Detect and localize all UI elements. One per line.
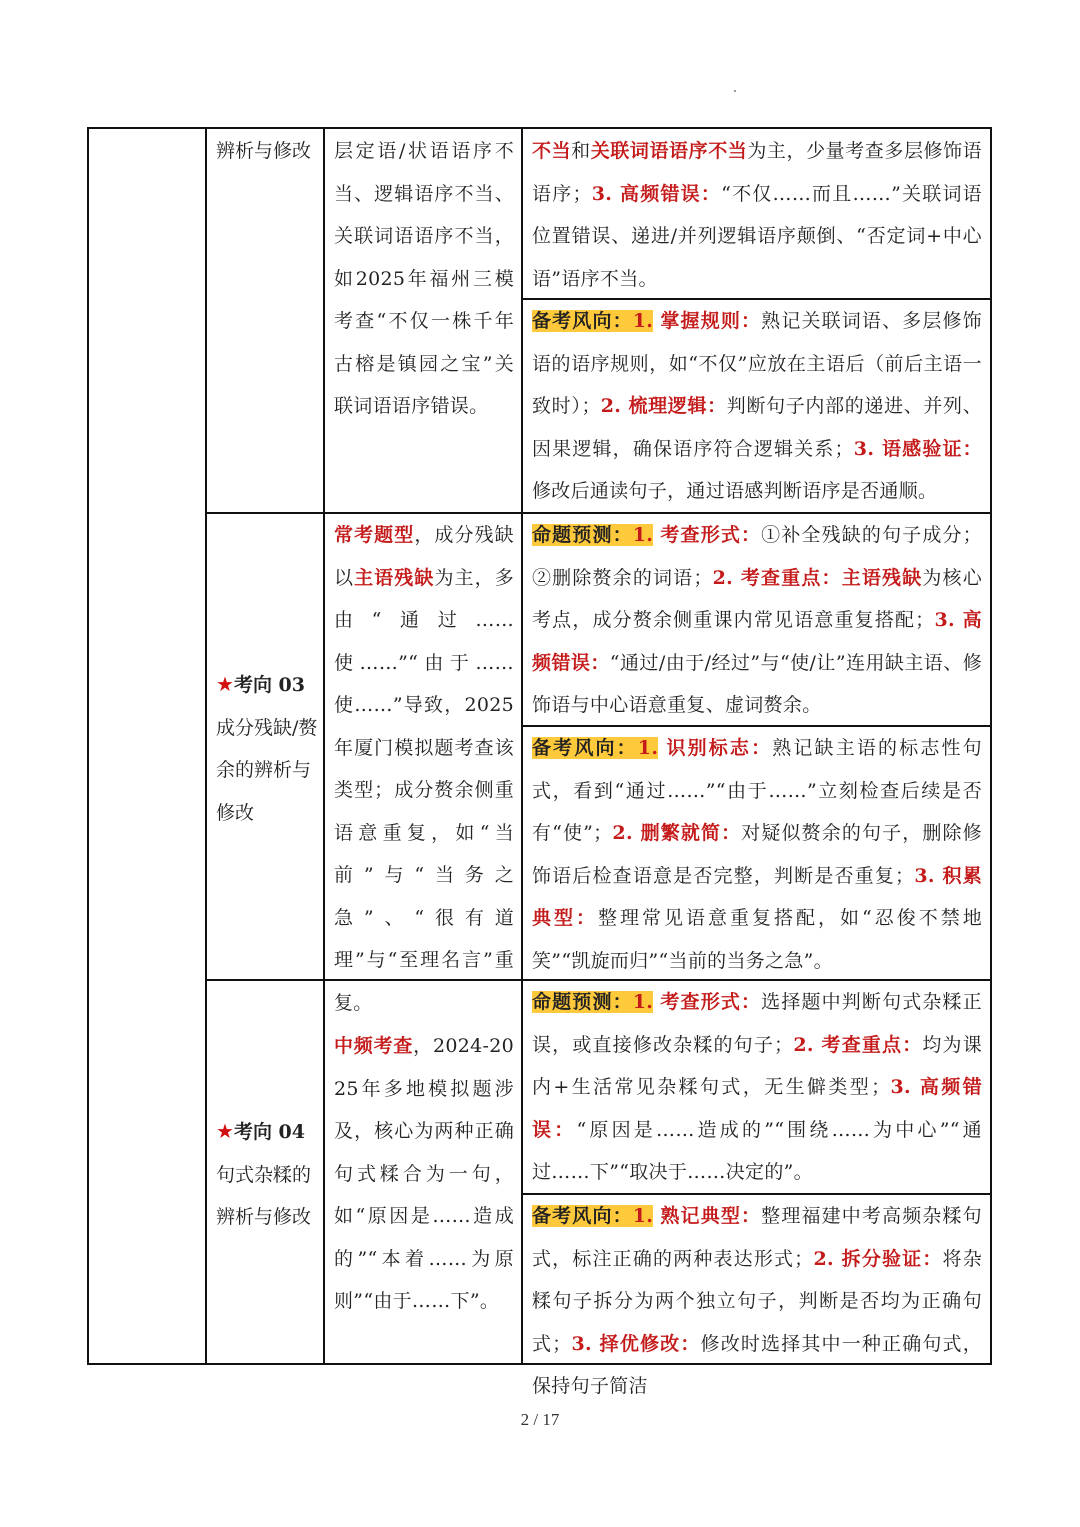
key-point-label: 识别标志： bbox=[666, 737, 773, 759]
text-span: 将杂糅句子拆分为两个独立句子，判断是否均为正确句式； bbox=[532, 1247, 982, 1355]
key-point-label: 3. 语感验证： bbox=[853, 437, 982, 460]
desc-cell-row2 bbox=[334, 514, 514, 1024]
highlight-term: 关联词语语序不当 bbox=[590, 140, 748, 162]
text-span: 为核心考点，成分赘余侧重课内常见语意重复搭配； bbox=[532, 566, 982, 631]
prep-cell-row1 bbox=[532, 300, 982, 513]
text-span: 整理常见语意重复搭配，如“忍俊不禁地笑”“凯旋而归”“当前的当务之急”。 bbox=[532, 907, 982, 972]
highlight-term: 常考题型 bbox=[334, 524, 415, 546]
topic-name: 句式杂糅的辨析与修改 bbox=[216, 1163, 312, 1228]
topic-code: 考向 03 bbox=[233, 674, 305, 696]
star-icon: ★ bbox=[216, 672, 234, 696]
scan-speck bbox=[734, 90, 736, 92]
prep-tag: 备考风向： bbox=[532, 737, 638, 759]
prediction-tag: 命题预测： bbox=[532, 991, 633, 1013]
key-point-label: 2. 删繁就简： bbox=[612, 822, 742, 844]
key-point-label: 3. 积累典型： bbox=[532, 864, 982, 929]
item-number: 1. bbox=[632, 310, 654, 332]
text-span: 熟记关联词语、多层修饰语的语序规则，如“不仅”应放在主语后（前后主语一致时）； bbox=[532, 310, 982, 417]
key-point-label: 3. 高频错误： bbox=[532, 1076, 982, 1141]
text-span: ①补全残缺的句子成分；②删除赘余的词语； bbox=[532, 524, 982, 589]
key-point-label: 2. 拆分验证： bbox=[813, 1247, 943, 1270]
desc-text: 层定语/状语语序不当、逻辑语序不当、关联词语语序不当，如2025年福州三模考查“不仅一株千年古榕是镇园之宝”关联词语语序错误。 bbox=[334, 140, 514, 417]
prep-tag: 备考风向： bbox=[532, 1205, 633, 1227]
star-icon: ★ bbox=[216, 1119, 234, 1143]
item-number: 1. bbox=[632, 991, 654, 1013]
prep-cell-row2 bbox=[532, 727, 982, 982]
highlight-term: 中频考查 bbox=[334, 1035, 414, 1057]
text-span: 修改时选择其中一种正确句式，保持句子简洁 bbox=[532, 1332, 982, 1397]
text-span: 选择题中判断句式杂糅正误，或直接修改杂糅的句子； bbox=[532, 991, 982, 1056]
text-span: ，成分残缺以 bbox=[334, 524, 514, 589]
key-point-label: 2. 梳理逻辑： bbox=[600, 395, 727, 417]
highlight-term: 不当 bbox=[532, 140, 572, 162]
key-point-label: 2. 考查重点： bbox=[793, 1033, 923, 1056]
text-span: “不仅……而且……”关联词语位置错误、递进/并列逻辑语序颠倒、“否定词+中心语”语序不当。 bbox=[532, 182, 982, 290]
prediction-cell-row3 bbox=[532, 981, 982, 1194]
text-span: 为主，多由“通过……使……”“由于……使……”导致，2025年厦门模拟题考查该类型；成分赘余侧重语意重复，如“当前”与“当务之急”、“很有道理”与“至理名言”重复。 bbox=[334, 566, 514, 1014]
page-number: 2 / 17 bbox=[520, 1410, 560, 1429]
prediction-tag: 命题预测： bbox=[532, 524, 633, 546]
topic-cell-row1 bbox=[216, 130, 320, 173]
topic-code: 考向 04 bbox=[233, 1121, 305, 1143]
prediction-cell-row1 bbox=[532, 130, 982, 300]
key-point-label: 3. 高频错误： bbox=[591, 182, 722, 205]
text-span: 对疑似赘余的句子，删除修饰语后检查语意是否完整，判断是否重复； bbox=[532, 822, 982, 887]
text-span: 判断句子内部的递进、并列、因果逻辑，确保语序符合逻辑关系； bbox=[532, 395, 983, 460]
text-span: 均为课内+生活常见杂糅句式，无生僻类型； bbox=[532, 1033, 983, 1098]
item-number: 1. bbox=[632, 1205, 654, 1227]
prep-cell-row3 bbox=[532, 1195, 982, 1408]
desc-cell-row3 bbox=[334, 1025, 514, 1323]
text-span: 熟记缺主语的标志性句式，看到“通过……”“由于……”立刻检查后续是否有“使”； bbox=[532, 737, 982, 844]
topic-cell-row3 bbox=[216, 1110, 320, 1239]
key-point-label: 3. 高频错误： bbox=[532, 609, 982, 674]
text-span: 为主，少量考查多层修饰语语序； bbox=[532, 140, 982, 205]
text-span: “原因是……造成的”“围绕……为中心”“通过……下”“取决于……决定的”。 bbox=[532, 1118, 982, 1183]
desc-cell-row1 bbox=[334, 130, 514, 428]
topic-name: 成分残缺/赘余的辨析与修改 bbox=[216, 716, 318, 824]
text-span: 整理福建中考高频杂糅句式，标注正确的两种表达形式； bbox=[532, 1205, 982, 1270]
key-point-label: 3. 择优修改： bbox=[571, 1332, 701, 1355]
topic-name: 辨析与修改 bbox=[216, 140, 312, 162]
key-point-label: 2. 考查重点：主语残缺 bbox=[712, 566, 923, 589]
key-point-label: 考查形式： bbox=[660, 524, 762, 546]
key-point-label: 考查形式： bbox=[660, 991, 762, 1013]
text-span: ，2024-2025年多地模拟题涉及，核心为两种正确句式糅合为一句，如“原因是……造成的”“本着……为原则”“由于……下”。 bbox=[334, 1035, 514, 1312]
text-span: 修改后通读句子，通过语感判断语序是否通顺。 bbox=[532, 480, 938, 502]
prediction-cell-row2 bbox=[532, 514, 982, 727]
key-point-label: 掌握规则： bbox=[660, 310, 762, 332]
prep-tag: 备考风向： bbox=[532, 310, 633, 332]
topic-cell-row2 bbox=[216, 663, 320, 834]
key-point-label: 熟记典型： bbox=[660, 1205, 762, 1227]
text-span: “通过/由于/经过”与“使/让”连用缺主语、修饰语与中心语意重复、虚词赘余。 bbox=[532, 651, 982, 716]
item-number: 1. bbox=[637, 737, 659, 759]
item-number: 1. bbox=[632, 524, 654, 546]
text-span: 和 bbox=[571, 140, 591, 162]
highlight-term: 主语残缺 bbox=[354, 566, 435, 589]
